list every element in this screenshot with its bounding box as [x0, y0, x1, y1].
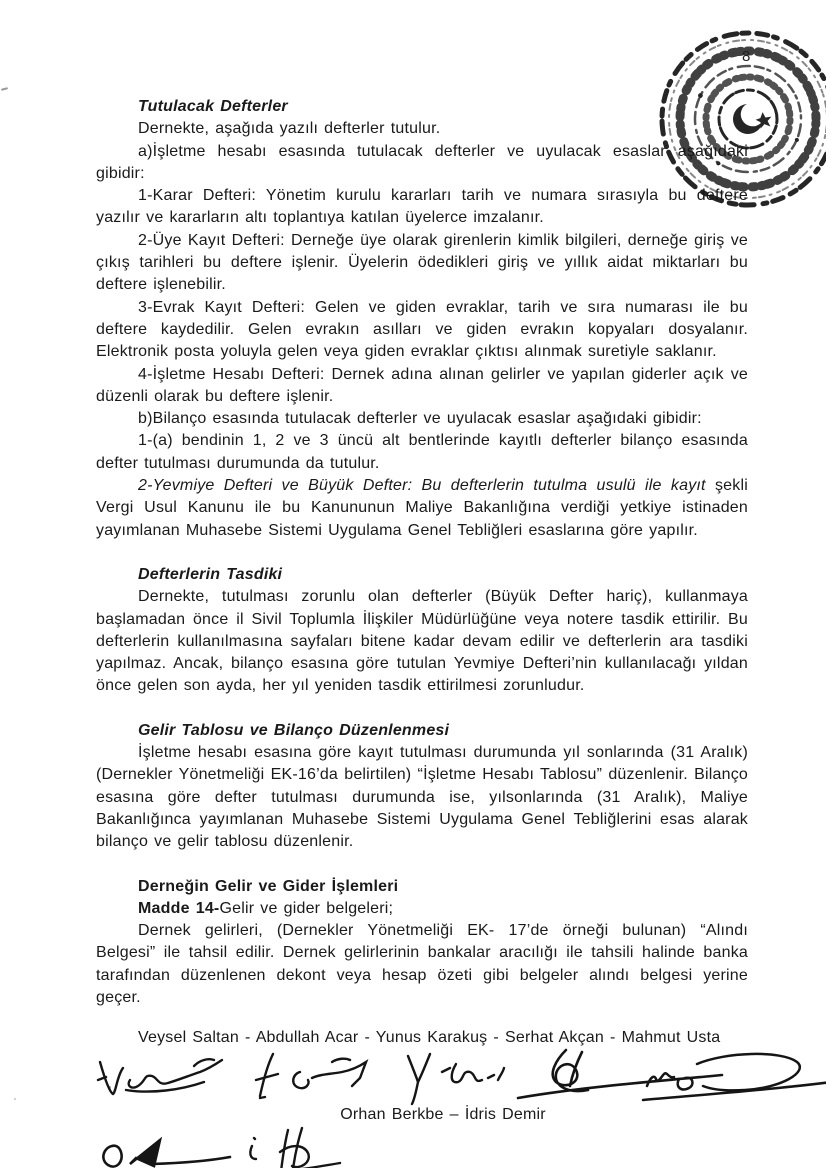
signature-yunus-karakus [398, 1052, 518, 1108]
paragraph: 1-(a) bendinin 1, 2 ve 3 üncü alt bentlerinde kayıtlı defterler bilanço esasında defter tutulması durumunda da tutulur. [96, 432, 748, 472]
signature-idris-demir [242, 1126, 352, 1168]
official-stamp-icon [648, 22, 826, 212]
official-stamp [648, 22, 826, 212]
paragraph [96, 475, 748, 542]
section-defterlerin-tasdiki [96, 564, 748, 698]
paragraph: 4-İşletme Hesabı Defteri: Dernek adına alınan gelirler ve yapılan giderler açık ve düzenli olarak bu deftere işlenir. [96, 365, 748, 405]
paragraph: a)İşletme hesabı esasında tutulacak defterler ve uyulacak esaslar aşağıdaki gibidir: [96, 142, 748, 182]
paragraph: Dernek gelirleri, (Dernekler Yönetmeliği EK- 17’de örneği bulunan) “Alındı Belgesi” ile tahsil edilir. Dernek gelirlerinin bankalar aracılığı ile tahsili halinde banka tarafından düzenlenen dekont veya hesap özeti gibi belgeler alındı belgesi yerine geçer. [96, 922, 748, 1006]
signature-block [96, 1027, 748, 1168]
bold-segment: Madde 14- [138, 899, 220, 917]
signature-row1 [96, 1050, 748, 1104]
section-heading: Defterlerin Tasdiki [138, 565, 283, 583]
scan-speck [14, 1098, 16, 1100]
paragraph: 1-Karar Defteri: Yönetim kurulu kararları tarih ve numara sırasıyla bu deftere yazılır ve kararların altı toplantıya katılan üyelerce imzalanır. [96, 187, 748, 227]
paragraph: İşletme hesabı esasına göre kayıt tutulması durumunda yıl sonlarında (31 Aralık) (Dernekler Yönetmeliği EK-16’da belirtilen) “İşletme Hesabı Tablosu” düzenlenir. Bilanço esasına göre defter tutulması durumunda ise, yılsonlarında (31 Aralık), Maliye Bakanlığınca yayımlanan Muhasebe Sistemi Uygulama Genel Tebliğlerini esas alarak bilanço ve gelir tablosu düzenlenir. [96, 744, 748, 851]
section-gelir-tablosu [96, 720, 748, 854]
paragraph: b)Bilanço esasında tutulacak defterler ve uyulacak esaslar aşağıdaki gibidir: [138, 410, 702, 428]
section-gelir-gider-islemleri [96, 876, 748, 1010]
text-segment: şekli Vergi Usul Kanunu ile bu Kanununun Maliye Bakanlığına verdiği yetkiye istinaden yayımlanan Muhasebe Sistemi Uygulama Genel Tebliğleri esaslarına göre yapılır. [96, 477, 748, 539]
paragraph: 3-Evrak Kayıt Defteri: Gelen ve giden evraklar, tarih ve sıra numarası ile bu deftere kaydedilir. Gelen evrakın asılları ve giden evrakın kopyaları dosyalanır. Elektronik posta yoluyla gelen veya giden evraklar çıktısı alınmak suretiyle saklanır. [96, 298, 748, 361]
signature-veysel-saltan [96, 1052, 228, 1106]
page-number: 8 [742, 48, 751, 65]
section-heading: Tutulacak Defterler [138, 98, 288, 115]
signature-orhan-berkbe [96, 1130, 236, 1168]
text-segment: Gelir ve gider belgeleri; [219, 899, 394, 917]
document-body [96, 96, 748, 1168]
section-heading: Derneğin Gelir ve Gider İşlemleri [138, 877, 399, 895]
signature-mahmut-usta [641, 1048, 826, 1110]
paragraph [96, 898, 748, 920]
signature-row2 [96, 1126, 748, 1168]
italic-segment: 2-Yevmiye Defteri ve Büyük Defter: Bu defterlerin tutulma usulü ile kayıt [138, 477, 706, 495]
signature-abdullah-acar [248, 1050, 398, 1104]
signers-row1: Veysel Saltan - Abdullah Acar - Yunus Karakuş - Serhat Akçan - Mahmut Usta [138, 1029, 721, 1047]
section-heading: Gelir Tablosu ve Bilanço Düzenlenmesi [138, 721, 450, 739]
paragraph: 2-Üye Kayıt Defteri: Derneğe üye olarak girenlerin kimlik bilgileri, derneğe giriş ve çıkış tarihleri bu deftere işlenir. Üyelerin ödedikleri giriş ve yıllık aidat miktarları bu deftere işlenebilir. [96, 231, 748, 294]
paragraph: Dernekte, tutulması zorunlu olan defterler (Büyük Defter hariç), kullanmaya başlamadan önce il Sivil Toplumla İlişkiler Müdürlüğüne veya notere tasdik ettirilir. Bu defterlerin kullanılmasına sayfaları bitene kadar devam edilir ve defterlerin ara tasdiki yapılmaz. Ancak, bilanço esasına göre tutulan Yevmiye Defteri’nin kullanılacağı yıldan önce gelen son ayda, her yıl yeniden tasdik ettirilmesi zorunludur. [96, 588, 748, 695]
paragraph: Dernekte, aşağıda yazılı defterler tutulur. [138, 120, 441, 138]
signers-row2: Orhan Berkbe – İdris Demir [340, 1105, 546, 1123]
scan-speck [1, 87, 8, 91]
